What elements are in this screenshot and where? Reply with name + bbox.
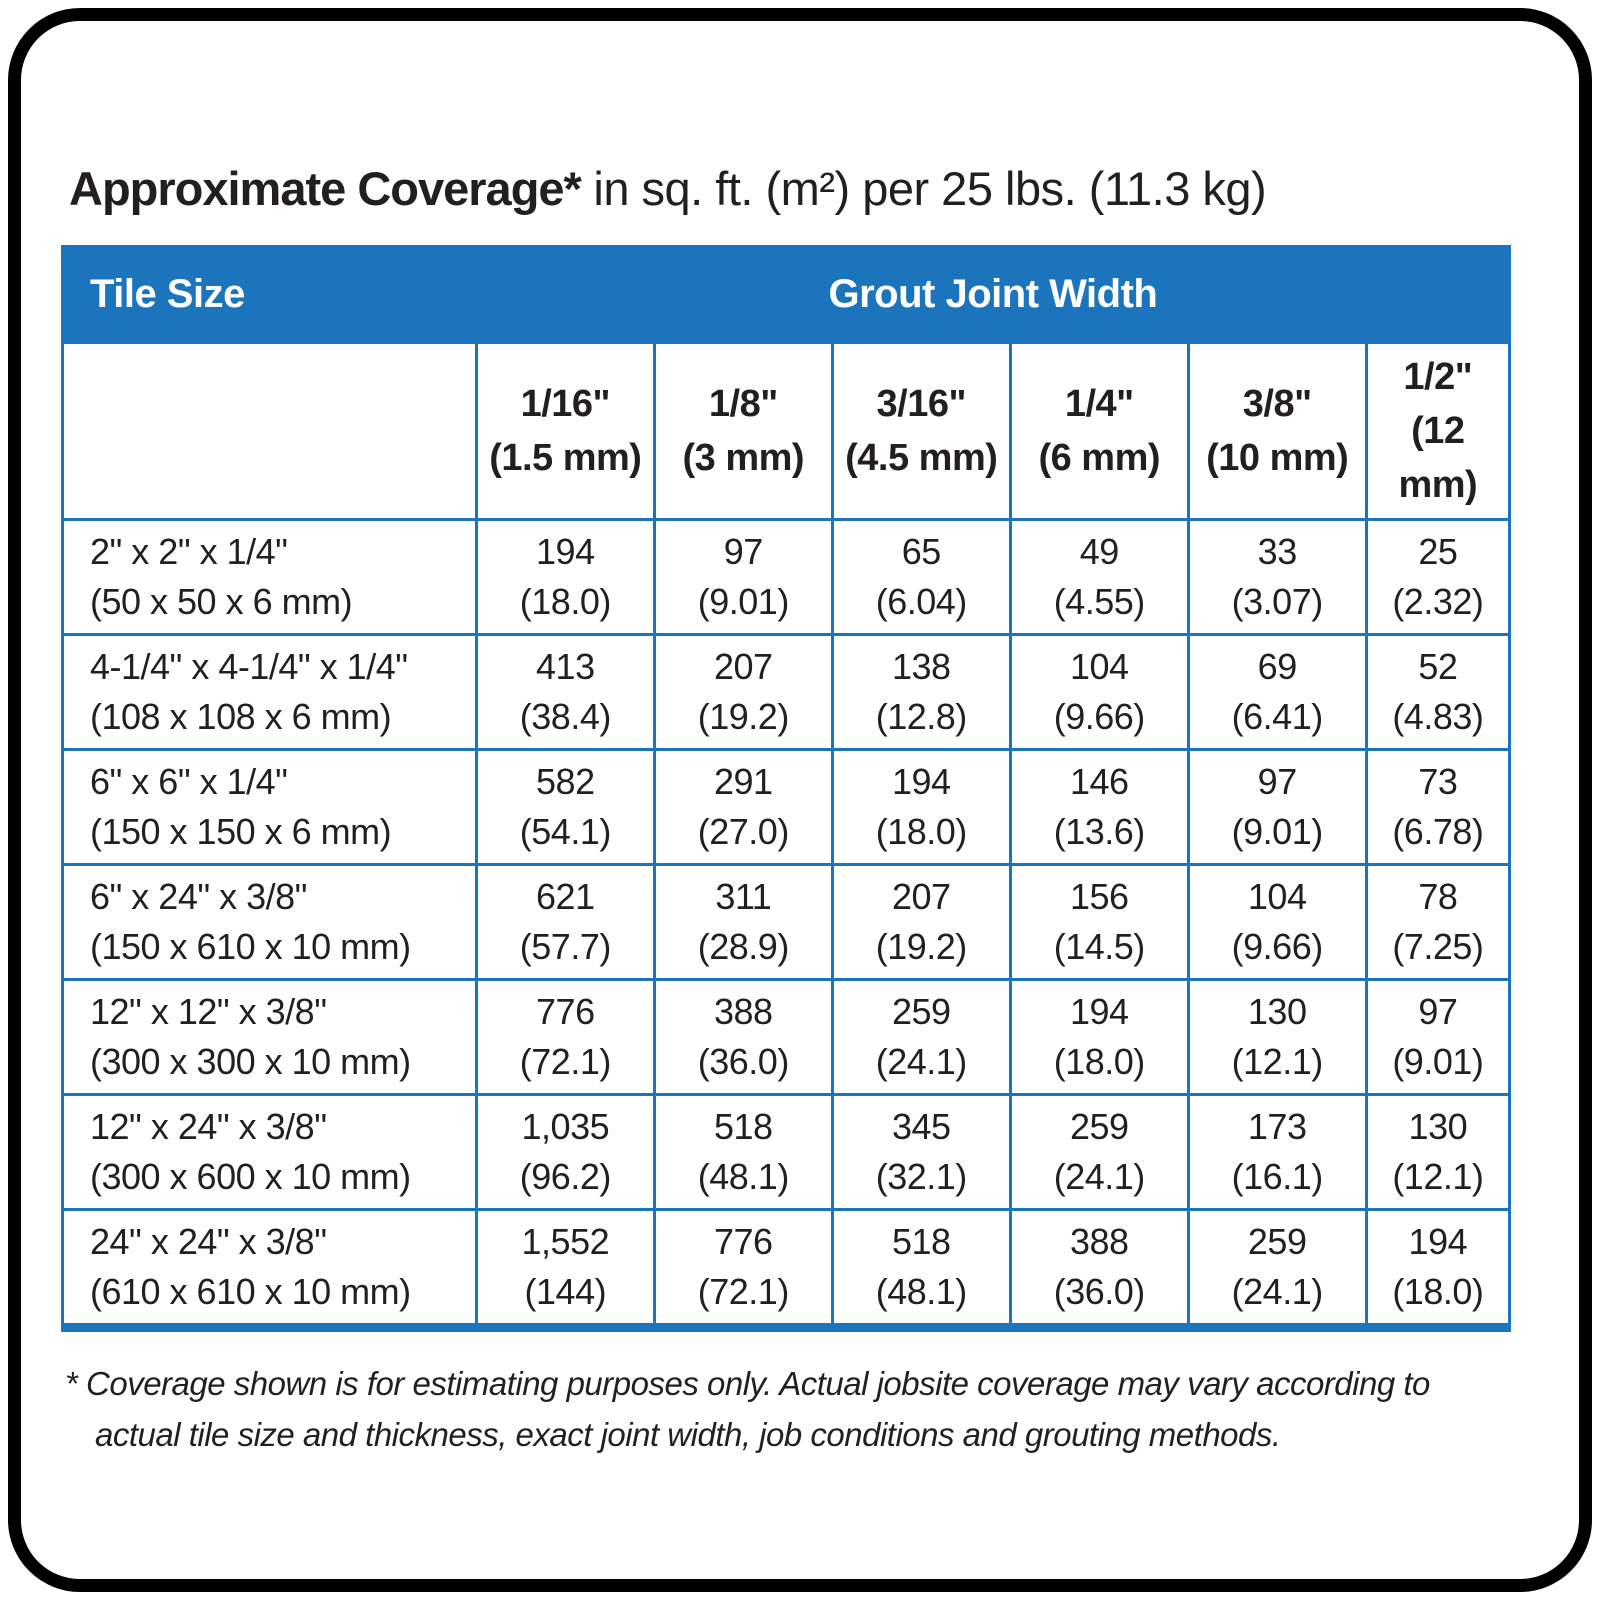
coverage-m2: (6.41) [1231,695,1323,737]
table-row [63,1094,1510,1209]
coverage-sqft: 582 [536,760,595,802]
coverage-m2: (57.7) [519,925,611,967]
coverage-m2: (12.1) [1392,1155,1484,1197]
page-title [69,163,1511,215]
coverage-m2: (12.1) [1231,1040,1323,1082]
coverage-m2: (27.0) [697,810,789,852]
tile-size-inch: 12" x 24" x 3/8" [90,1105,327,1147]
coverage-sqft: 1,035 [521,1105,610,1147]
coverage-cell [476,1209,654,1327]
coverage-m2: (19.2) [875,925,967,967]
table-row [63,1209,1510,1327]
tile-size-inch: 2" x 2" x 1/4" [90,530,288,572]
coverage-m2: (28.9) [697,925,789,967]
coverage-m2: (12.8) [875,695,967,737]
coverage-sqft: 621 [536,875,595,917]
tile-size-mm: (150 x 150 x 6 mm) [90,810,392,852]
coverage-sqft: 518 [714,1105,773,1147]
coverage-m2: (7.25) [1392,925,1484,967]
coverage-sqft: 345 [891,1105,951,1147]
column-header-row [63,342,1510,519]
coverage-cell [1010,519,1188,634]
tile-size-cell [63,749,477,864]
coverage-cell [1366,864,1509,979]
tile-size-inch: 6" x 24" x 3/8" [90,875,307,917]
coverage-sqft: 138 [891,645,951,687]
coverage-cell [476,1094,654,1209]
content-area [21,163,1579,1460]
coverage-cell [1010,634,1188,749]
coverage-cell [1188,864,1366,979]
coverage-m2: (4.55) [1053,580,1145,622]
coverage-sqft: 97 [1257,760,1297,802]
coverage-cell [654,634,832,749]
table-row [63,749,1510,864]
coverage-cell [476,519,654,634]
coverage-cell [1010,864,1188,979]
coverage-sqft: 207 [891,875,951,917]
tile-size-cell [63,1209,477,1327]
coverage-m2: (18.0) [875,810,967,852]
coverage-m2: (2.32) [1392,580,1484,622]
coverage-cell [654,1209,832,1327]
coverage-sqft: 259 [1069,1105,1129,1147]
joint-width-inch: 1/4" [1064,382,1134,425]
coverage-m2: (32.1) [875,1155,967,1197]
joint-width-mm: (12 mm) [1398,409,1478,506]
coverage-sqft: 194 [1408,1220,1468,1262]
coverage-sqft: 259 [891,990,951,1032]
coverage-sqft: 388 [1069,1220,1129,1262]
coverage-cell [832,1209,1010,1327]
column-header [654,342,832,519]
table-row [63,634,1510,749]
coverage-sqft: 194 [891,760,951,802]
coverage-sqft: 259 [1247,1220,1307,1262]
coverage-sqft: 194 [536,530,595,572]
coverage-cell [832,864,1010,979]
coverage-sqft: 518 [891,1220,951,1262]
tile-size-inch: 4-1/4" x 4-1/4" x 1/4" [90,645,408,687]
tile-size-cell [63,1094,477,1209]
joint-width-mm: (10 mm) [1206,436,1349,479]
column-header [1010,342,1188,519]
joint-width-inch: 1/8" [708,382,778,425]
joint-width-inch: 3/8" [1242,382,1312,425]
coverage-sqft: 130 [1247,990,1307,1032]
coverage-cell [832,979,1010,1094]
coverage-cell [1010,1209,1188,1327]
grout-joint-width-header: Grout Joint Width [476,246,1509,342]
coverage-m2: (9.66) [1231,925,1323,967]
coverage-sqft: 65 [901,530,941,572]
coverage-cell [476,979,654,1094]
coverage-sqft: 73 [1418,760,1458,802]
coverage-m2: (48.1) [697,1155,789,1197]
tile-size-cell [63,519,477,634]
column-header [1366,342,1509,519]
coverage-cell [654,979,832,1094]
coverage-sqft: 194 [1069,990,1129,1032]
coverage-m2: (6.78) [1392,810,1484,852]
coverage-m2: (9.01) [1392,1040,1484,1082]
coverage-m2: (96.2) [519,1155,611,1197]
coverage-sqft: 146 [1069,760,1129,802]
coverage-cell [1010,979,1188,1094]
coverage-cell [1188,634,1366,749]
page-title-rest: in sq. ft. (m²) per 25 lbs. (11.3 kg) [580,162,1267,215]
coverage-cell [1188,1094,1366,1209]
coverage-m2: (36.0) [1053,1270,1145,1312]
coverage-cell [1010,1094,1188,1209]
coverage-sqft: 33 [1257,530,1297,572]
tile-size-cell [63,864,477,979]
footnote: * Coverage shown is for estimating purposes only. Actual jobsite coverage may vary according to actual tile size and thickness, exact joint width, job conditions and grouting methods. [65,1364,1430,1453]
coverage-sqft: 78 [1418,875,1458,917]
coverage-cell [832,634,1010,749]
joint-width-inch: 1/2" [1403,355,1473,398]
coverage-cell [654,864,832,979]
coverage-cell [654,749,832,864]
coverage-m2: (16.1) [1231,1155,1323,1197]
coverage-m2: (36.0) [697,1040,789,1082]
tile-size-cell [63,634,477,749]
document-sheet [8,8,1592,1592]
coverage-sqft: 776 [714,1220,773,1262]
coverage-cell [832,749,1010,864]
coverage-sqft: 97 [1418,990,1458,1032]
coverage-sqft: 207 [714,645,773,687]
coverage-sqft: 311 [715,875,772,917]
coverage-m2: (18.0) [1053,1040,1145,1082]
coverage-m2: (3.07) [1231,580,1323,622]
coverage-table [61,245,1511,1332]
coverage-cell [1366,1209,1509,1327]
coverage-cell [654,1094,832,1209]
coverage-sqft: 413 [536,645,595,687]
coverage-sqft: 388 [714,990,773,1032]
joint-width-mm: (4.5 mm) [845,436,998,479]
coverage-cell [476,749,654,864]
coverage-m2: (144) [524,1270,607,1312]
column-header [476,342,654,519]
coverage-m2: (24.1) [1231,1270,1323,1312]
table-row [63,864,1510,979]
coverage-cell [1366,1094,1509,1209]
corner-empty-cell [63,342,477,519]
coverage-m2: (14.5) [1053,925,1145,967]
coverage-cell [1188,749,1366,864]
coverage-cell [1366,979,1509,1094]
coverage-sqft: 156 [1069,875,1129,917]
coverage-cell [654,519,832,634]
header-band-row [63,246,1510,342]
tile-size-mm: (108 x 108 x 6 mm) [90,695,392,737]
coverage-m2: (72.1) [697,1270,789,1312]
table-row [63,979,1510,1094]
coverage-sqft: 104 [1069,645,1129,687]
page-title-bold: Approximate Coverage* [69,162,581,215]
tile-size-cell [63,979,477,1094]
tile-size-mm: (610 x 610 x 10 mm) [90,1270,411,1312]
coverage-sqft: 173 [1247,1105,1307,1147]
joint-width-mm: (6 mm) [1038,436,1161,479]
coverage-cell [1366,519,1509,634]
joint-width-mm: (3 mm) [682,436,805,479]
coverage-m2: (18.0) [519,580,611,622]
tile-size-mm: (150 x 610 x 10 mm) [90,925,411,967]
coverage-m2: (19.2) [697,695,789,737]
joint-width-inch: 3/16" [876,382,966,425]
tile-size-inch: 6" x 6" x 1/4" [90,760,288,802]
coverage-sqft: 104 [1247,875,1307,917]
coverage-m2: (24.1) [1053,1155,1145,1197]
joint-width-mm: (1.5 mm) [489,436,642,479]
tile-size-mm: (300 x 600 x 10 mm) [90,1155,411,1197]
coverage-cell [1188,519,1366,634]
coverage-cell [476,864,654,979]
coverage-sqft: 52 [1418,645,1458,687]
coverage-m2: (72.1) [519,1040,611,1082]
coverage-sqft: 130 [1408,1105,1468,1147]
coverage-m2: (54.1) [519,810,611,852]
coverage-cell [832,1094,1010,1209]
coverage-m2: (18.0) [1392,1270,1484,1312]
coverage-m2: (38.4) [519,695,611,737]
coverage-m2: (24.1) [875,1040,967,1082]
coverage-sqft: 291 [714,760,773,802]
coverage-m2: (9.01) [697,580,789,622]
coverage-sqft: 1,552 [521,1220,610,1262]
table-row [63,519,1510,634]
coverage-m2: (9.66) [1053,695,1145,737]
coverage-cell [1188,979,1366,1094]
coverage-sqft: 776 [536,990,595,1032]
coverage-sqft: 69 [1257,645,1297,687]
coverage-sqft: 97 [723,530,763,572]
tile-size-mm: (50 x 50 x 6 mm) [90,580,353,622]
coverage-m2: (48.1) [875,1270,967,1312]
coverage-cell [1010,749,1188,864]
coverage-sqft: 25 [1418,530,1458,572]
column-header [832,342,1010,519]
coverage-m2: (4.83) [1392,695,1484,737]
tile-size-inch: 24" x 24" x 3/8" [90,1220,327,1262]
coverage-cell [1366,749,1509,864]
coverage-cell [832,519,1010,634]
tile-size-mm: (300 x 300 x 10 mm) [90,1040,411,1082]
coverage-cell [1188,1209,1366,1327]
coverage-cell [1366,634,1509,749]
coverage-cell [476,634,654,749]
coverage-sqft: 49 [1079,530,1119,572]
tile-size-inch: 12" x 12" x 3/8" [90,990,327,1032]
column-header [1188,342,1366,519]
coverage-m2: (6.04) [875,580,967,622]
joint-width-inch: 1/16" [520,382,611,425]
coverage-m2: (13.6) [1053,810,1145,852]
tile-size-header: Tile Size [63,246,477,342]
coverage-m2: (9.01) [1231,810,1323,852]
